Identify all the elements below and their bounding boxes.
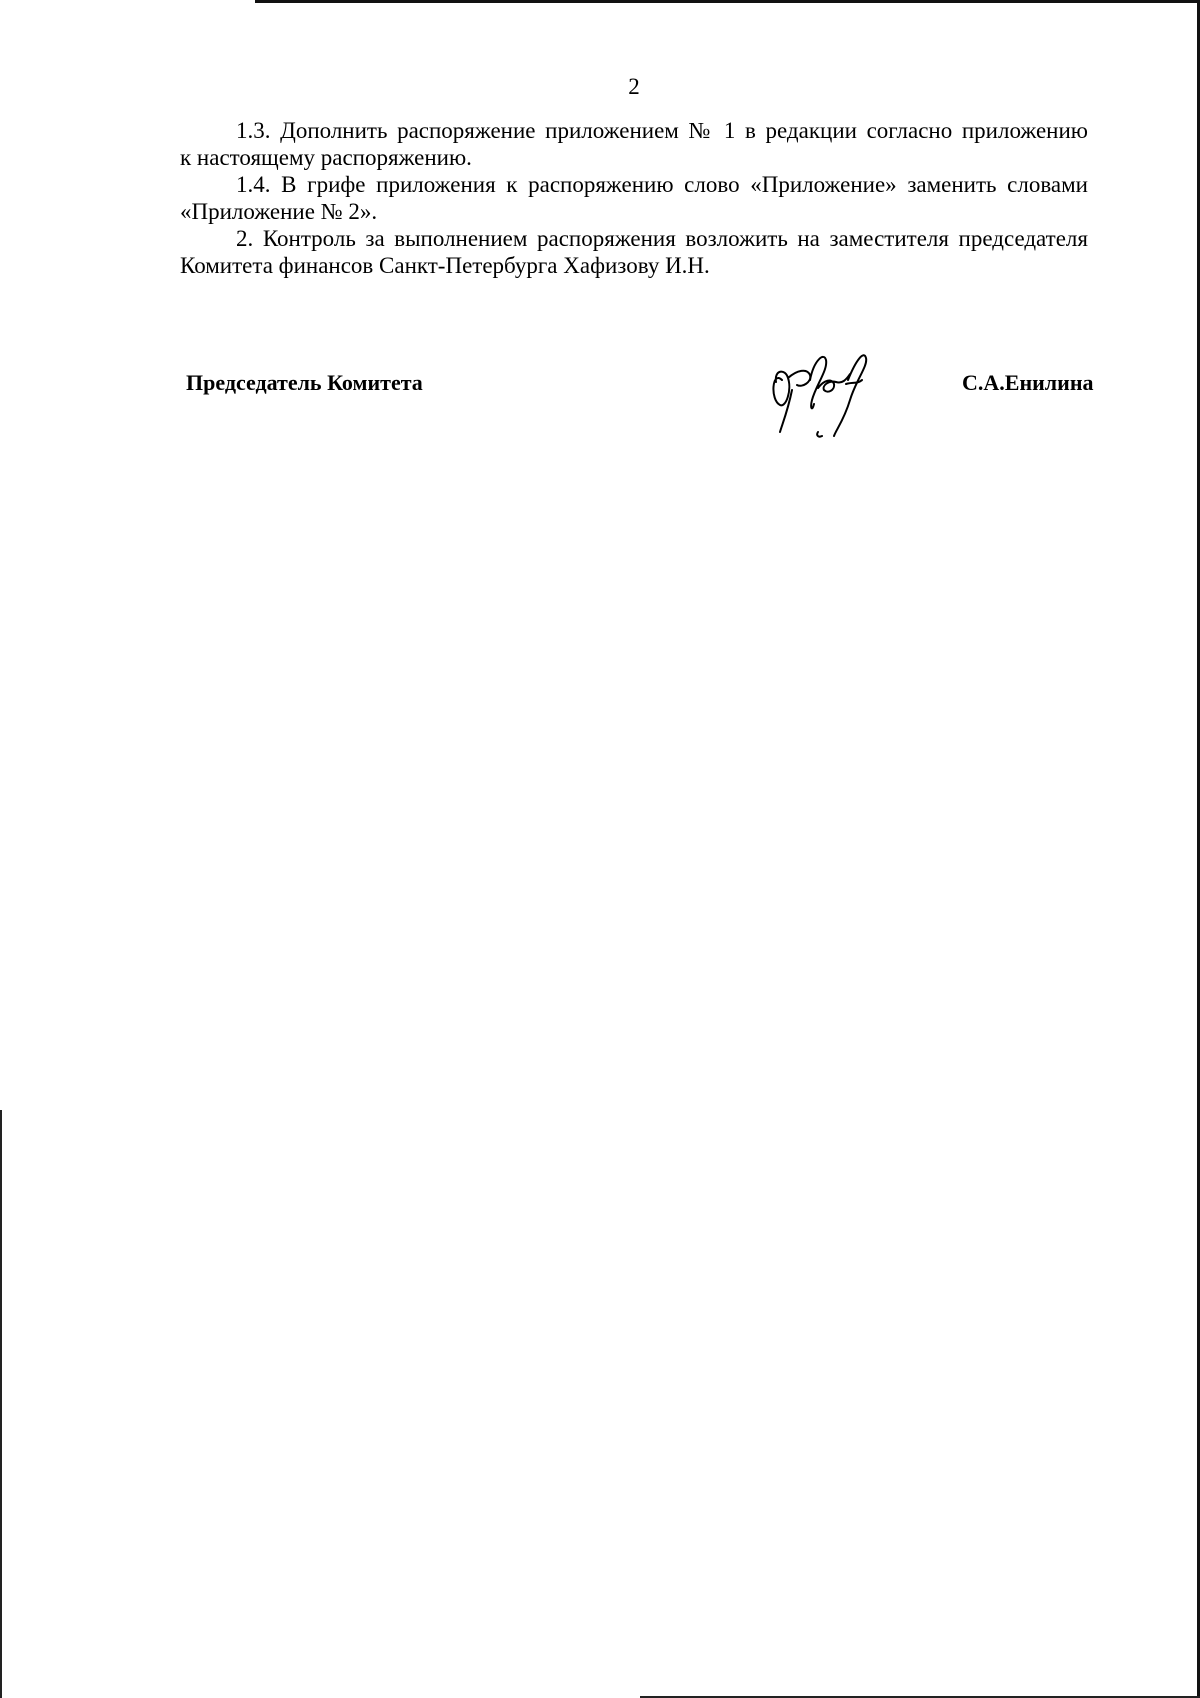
paragraph-line: Комитета финансов Санкт-Петербурга Хафизову И.Н. <box>180 253 710 278</box>
signature-block <box>0 370 1200 430</box>
paragraph-1-3 <box>180 117 1088 171</box>
paragraph-line: 1.4. В грифе приложения к распоряжению слово «Приложение» заменить словами <box>236 172 1088 197</box>
signatory-title: Председатель Комитета <box>186 370 423 395</box>
paragraph-line: к настоящему распоряжению. <box>180 145 472 170</box>
paragraph-2 <box>180 225 1088 279</box>
scan-edge-top <box>255 0 1200 3</box>
paragraph-line: 2. Контроль за выполнением распоряжения возложить на заместителя председателя <box>236 226 1088 251</box>
scan-edge-left <box>0 1110 2 1698</box>
page-number: 2 <box>628 74 640 99</box>
document-body <box>180 117 1088 279</box>
paragraph-line: «Приложение № 2». <box>180 199 378 224</box>
paragraph-line: 1.3. Дополнить распоряжение приложением № 1 в редакции согласно приложению <box>236 118 1088 143</box>
paragraph-1-4 <box>180 171 1088 225</box>
signatory-name: С.А.Енилина <box>962 370 1094 395</box>
handwritten-signature <box>752 340 892 440</box>
